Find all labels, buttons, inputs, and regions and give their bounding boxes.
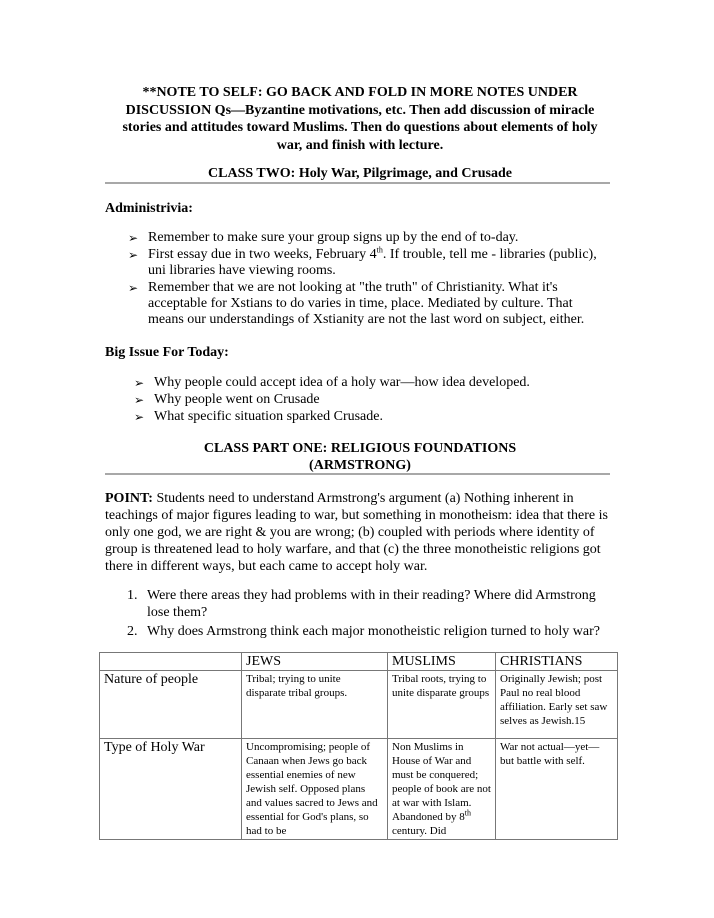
administrivia-label: Administrivia: xyxy=(105,201,193,216)
title-divider xyxy=(105,182,610,184)
arrow-bullet-icon: ➢ xyxy=(134,410,145,424)
row-label: Type of Holy War xyxy=(100,739,242,840)
point-paragraph xyxy=(105,490,610,575)
list-item: 1. Were there areas they had problems with in their reading? Where did Armstrong lose them? xyxy=(127,588,596,620)
list-item: ➢ First essay due in two weeks, February 4th. If trouble, tell me - libraries (public), uni libraries have viewing rooms. xyxy=(128,245,597,278)
list-item: ➢ Remember to make sure your group signs up by the end of to-day. xyxy=(128,230,519,245)
header-cell-muslims: MUSLIMS xyxy=(388,653,496,671)
row-label: Nature of people xyxy=(100,671,242,739)
questions-list xyxy=(127,588,607,644)
arrow-bullet-icon: ➢ xyxy=(134,393,145,407)
point-text: Students need to understand Armstrong's argument (a) Nothing inherent in teachings of major figures leading to war, but something in monotheism: idea that there is only one god, we are right & you are wrong; (b) coupled with periods where identity of group is threatened lead to holy warfare, and that (c) the three monotheistic religions got there in different ways, but each came to accept holy war. xyxy=(105,491,608,574)
table-row xyxy=(100,739,618,840)
cell-jews: Uncompromising; people of Canaan when Jews go back essential enemies of new Jewish self. Opposed plans and values sacred to Jews and essential for God's plans, so had to be xyxy=(242,739,388,840)
religions-table xyxy=(99,652,618,840)
cell-muslims: Non Muslims in House of War and must be conquered; people of book are not at war with Islam. Abandoned by 8th century. Did xyxy=(388,739,496,840)
list-item: ➢ What specific situation sparked Crusade. xyxy=(134,409,383,424)
cell-christians: Originally Jewish; post Paul no real blood affiliation. Early set saw selves as Jewish.15 xyxy=(496,671,618,739)
arrow-bullet-icon: ➢ xyxy=(128,281,139,295)
arrow-bullet-icon: ➢ xyxy=(134,376,145,390)
big-issue-list xyxy=(134,375,604,426)
header-cell-jews: JEWS xyxy=(242,653,388,671)
list-item: 2. Why does Armstrong think each major monotheistic religion turned to holy war? xyxy=(127,624,600,639)
table-row xyxy=(100,671,618,739)
header-cell-christians: CHRISTIANS xyxy=(496,653,618,671)
header-cell-blank xyxy=(100,653,242,671)
cell-muslims: Tribal roots, trying to unite disparate groups xyxy=(388,671,496,739)
list-item: ➢ Why people went on Crusade xyxy=(134,392,320,407)
cell-christians: War not actual—yet—but battle with self. xyxy=(496,739,618,840)
arrow-bullet-icon: ➢ xyxy=(128,248,139,262)
part-one-divider xyxy=(105,473,610,475)
class-title: CLASS TWO: Holy War, Pilgrimage, and Crusade xyxy=(208,166,512,181)
list-item: ➢ Why people could accept idea of a holy war—how idea developed. xyxy=(134,375,530,390)
point-label: POINT: xyxy=(105,491,153,506)
big-issue-label: Big Issue For Today: xyxy=(105,345,229,360)
table-header-row xyxy=(100,653,618,671)
list-item: ➢ Remember that we are not looking at "the truth" of Christianity. What it's acceptable for Xstians to do varies in time, place. Mediated by culture. That means our understandings of Xstianity are not the last word on subject, either. xyxy=(128,280,585,327)
arrow-bullet-icon: ➢ xyxy=(128,231,139,245)
part-one-heading: CLASS PART ONE: RELIGIOUS FOUNDATIONS (ARMSTRONG) xyxy=(203,441,517,473)
administrivia-list xyxy=(128,230,608,329)
cell-jews: Tribal; trying to unite disparate tribal groups. xyxy=(242,671,388,739)
note-to-self: **NOTE TO SELF: GO BACK AND FOLD IN MORE NOTES UNDER DISCUSSION Qs—Byzantine motivations, etc. Then add discussion of miracle stories and attitudes toward Muslims. Then do questions about elements of holy war, and finish with lecture. xyxy=(122,85,598,153)
